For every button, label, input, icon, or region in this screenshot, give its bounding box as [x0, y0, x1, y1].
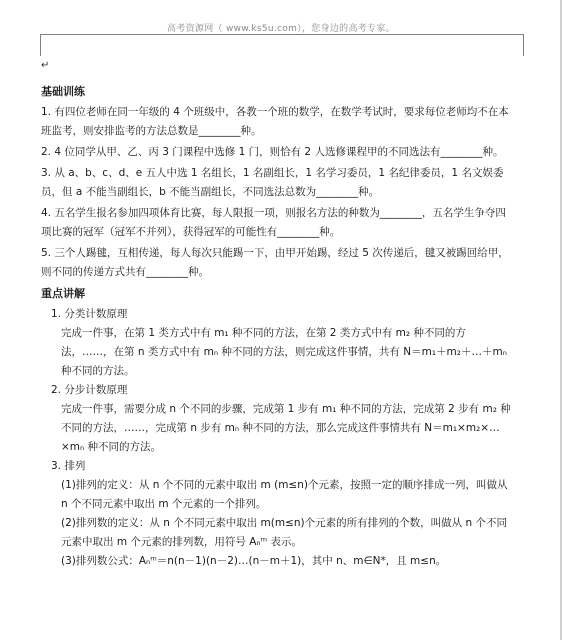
exercise-4: 4. 五名学生报名参加四项体育比赛，每人限报一项，则报名方法的种数为________，五名学生争夺四项比赛的冠军（冠军不并列），获得冠军的可能性有________种。 — [41, 207, 506, 238]
paragraph-mark-icon: ↵ — [41, 60, 50, 71]
permutation-definition: (1)排列的定义：从 n 个不同的元素中取出 m (m≤n)个元素，按照一定的顺序排成一列，叫做从 n 个不同元素中取出 m 个元素的一个排列。 — [61, 479, 508, 510]
document-body — [41, 80, 511, 571]
page-header — [0, 0, 562, 34]
principle-addition-title: 1. 分类计数原理 — [51, 308, 128, 320]
header-rule — [40, 34, 524, 35]
header-corner-left — [40, 34, 41, 56]
exercise-3: 3. 从 a、b、c、d、e 五人中选 1 名组长，1 名副组长，1 名学习委员，1 名纪律委员，1 名文娱委员，但 a 不能当副组长，b 不能当副组长，不同选法总数为________种。 — [41, 167, 504, 198]
permutation-number-definition: (2)排列数的定义：从 n 个不同元素中取出 m(m≤n)个元素的所有排列的个数，叫做从 n 个不同元素中取出 m 个元素的排列数，用符号 Aₙᵐ 表示。 — [61, 517, 507, 548]
section-title-key-points: 重点讲解 — [41, 287, 85, 300]
permutation-formula: (3)排列数公式：Aₙᵐ＝n(n－1)(n－2)…(n－m＋1)，其中 n、m∈N*，且 m≤n。 — [61, 555, 447, 567]
principle-multiplication-title: 2. 分步计数原理 — [51, 384, 128, 396]
exercise-2: 2. 4 位同学从甲、乙、丙 3 门课程中选修 1 门，则恰有 2 人选修课程甲的不同选法有________种。 — [41, 146, 504, 158]
exercise-5: 5. 三个人踢毽，互相传递，每人每次只能踢一下，由甲开始踢，经过 5 次传递后，毽又被踢回给甲，则不同的传递方式共有________种。 — [41, 247, 509, 278]
exercise-1: 1. 有四位老师在同一年级的 4 个班级中，各教一个班的数学，在数学考试时，要求每位老师均不在本班监考，则安排监考的方法总数是________种。 — [41, 106, 509, 137]
section-title-basic: 基础训练 — [41, 85, 85, 98]
principle-multiplication-body: 完成一件事，需要分成 n 个不同的步骤，完成第 1 步有 m₁ 种不同的方法，完成第 2 步有 m₂ 种不同的方法，……，完成第 n 步有 mₙ 种不同的方法，那么完成这件事情共有 N＝m₁×m₂×…×mₙ 种不同的方法。 — [61, 403, 511, 453]
principle-addition-body: 完成一件事，在第 1 类方式中有 m₁ 种不同的方法，在第 2 类方式中有 m₂ 种不同的方法，……，在第 n 类方式中有 mₙ 种不同的方法，则完成这件事情，共有 N＝m₁＋m₂＋…＋mₙ 种不同的方法。 — [61, 327, 507, 377]
header-text: 高考资源网（ www.ks5u.com），您身边的高考专家。 — [167, 24, 395, 34]
header-corner-right — [523, 34, 524, 56]
permutation-title: 3. 排列 — [51, 460, 86, 472]
